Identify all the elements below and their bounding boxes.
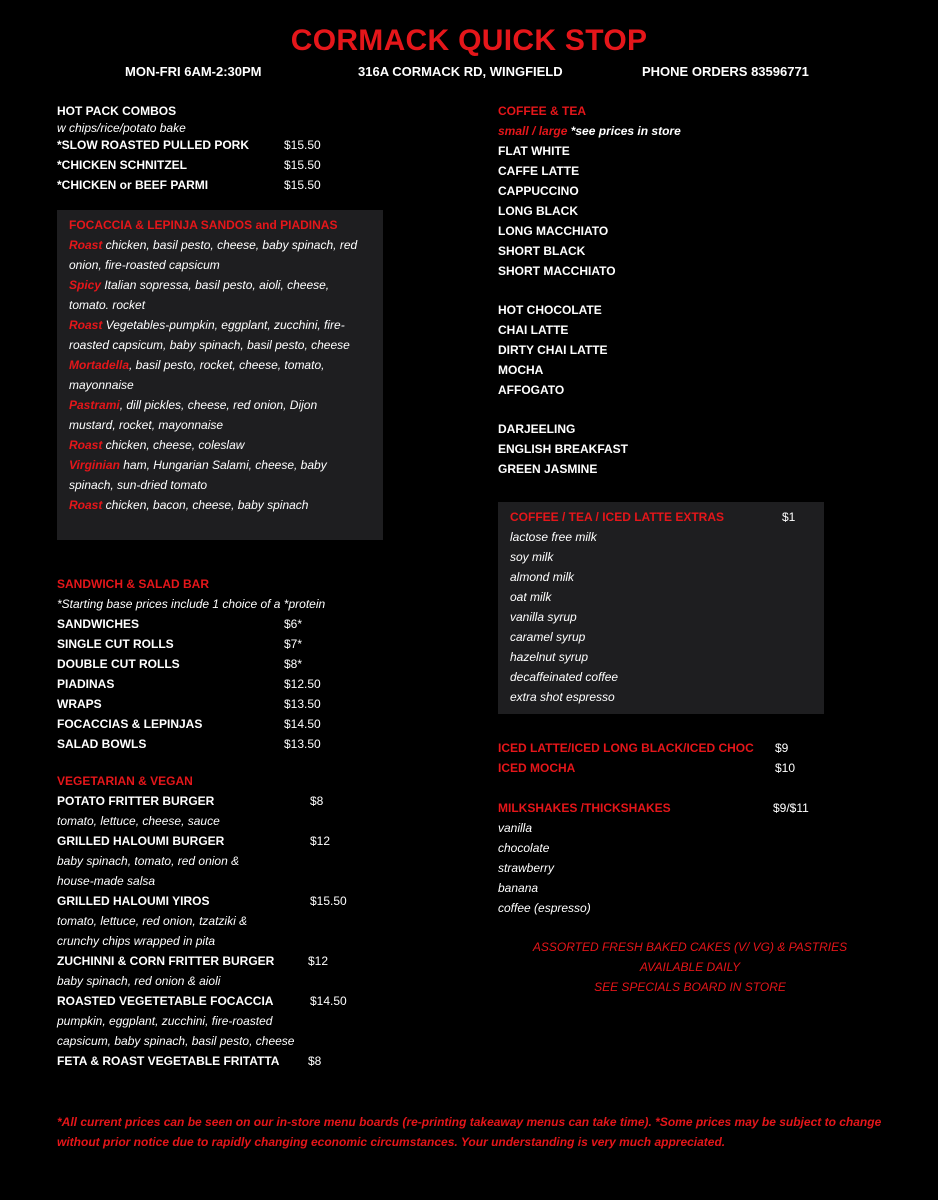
focaccia-highlight: Mortadella [69,358,130,372]
veg-item-name: ROASTED VEGETETABLE FOCACCIA [57,994,274,1008]
cakes-note: SEE SPECIALS BOARD IN STORE [594,980,786,994]
veg-item-name: FETA & ROAST VEGETABLE FRITATTA [57,1054,280,1068]
extras-item: oat milk [510,590,552,604]
focaccia-description-line [69,275,329,295]
focaccia-text: spinach, sun-dried tomato [69,478,208,492]
extras-price: $1 [782,510,796,524]
coffee-item: SHORT MACCHIATO [498,264,616,278]
veg-item-description: baby spinach, tomato, red onion & [57,854,240,868]
coffee-item: FLAT WHITE [498,144,570,158]
focaccia-description-line [69,395,317,415]
sandwich-item-price: $13.50 [284,697,321,711]
tea-item: GREEN JASMINE [498,462,598,476]
hot-drink-item: MOCHA [498,363,544,377]
sandwich-item-name: WRAPS [57,697,102,711]
extras-item: decaffeinated coffee [510,670,619,684]
opening-hours: MON-FRI 6AM-2:30PM [125,64,262,79]
focaccia-text: chicken, cheese, coleslaw [102,438,245,452]
hot-pack-item-name: *CHICKEN SCHNITZEL [57,158,188,172]
page-title: CORMACK QUICK STOP [290,24,648,57]
veg-item-description: tomato, lettuce, cheese, sauce [57,814,220,828]
extras-item: extra shot espresso [510,690,615,704]
phone-orders: PHONE ORDERS 83596771 [642,64,809,79]
extras-item: caramel syrup [510,630,586,644]
extras-item: hazelnut syrup [510,650,589,664]
sandwich-item-price: $13.50 [284,737,321,751]
veg-item-description: pumpkin, eggplant, zucchini, fire-roasted [57,1014,273,1028]
tea-item: DARJEELING [498,422,576,436]
veg-item-description: house-made salsa [57,874,156,888]
veg-item-price: $12 [308,954,329,968]
milkshake-flavour: vanilla [498,821,533,835]
hot-pack-heading: HOT PACK COMBOS [57,104,177,118]
veg-item-price: $14.50 [310,994,347,1008]
price-note: *see prices in store [567,124,681,138]
hot-pack-subtitle: w chips/rice/potato bake [57,121,186,135]
sandwich-item-name: DOUBLE CUT ROLLS [57,657,180,671]
focaccia-heading: FOCACCIA & LEPINJA SANDOS and PIADINAS [69,218,338,232]
veg-item-price: $8 [310,794,324,808]
veg-item-name: POTATO FRITTER BURGER [57,794,215,808]
sandwich-item-name: SALAD BOWLS [57,737,147,751]
tea-item: ENGLISH BREAKFAST [498,442,629,456]
veg-item-name: ZUCHINNI & CORN FRITTER BURGER [57,954,275,968]
sandwich-heading: SANDWICH & SALAD BAR [57,577,209,591]
iced-drink-price: $9 [775,741,789,755]
focaccia-text: Italian sopressa, basil pesto, aioli, cheese, [101,278,330,292]
coffee-item: LONG MACCHIATO [498,224,609,238]
vegetarian-heading: VEGETARIAN & VEGAN [57,774,193,788]
focaccia-description-line [69,255,220,275]
sandwich-item-name: SINGLE CUT ROLLS [57,637,174,651]
milkshake-flavour: coffee (espresso) [498,901,591,915]
coffee-item: SHORT BLACK [498,244,586,258]
sandwich-item-price: $14.50 [284,717,321,731]
hot-drink-item: CHAI LATTE [498,323,569,337]
hot-drink-item: DIRTY CHAI LATTE [498,343,608,357]
hot-pack-item-name: *SLOW ROASTED PULLED PORK [57,138,250,152]
price-disclaimer: *All current prices can be seen on our in-store menu boards (re-printing takeaway menus can take time). *Some prices may be subject to change without prior notice due to rapidly changing economic circumstances. Your understanding is very much appreciated. [57,1115,882,1149]
extras-item: vanilla syrup [510,610,577,624]
focaccia-highlight: Virginian [69,458,120,472]
veg-item-price: $12 [310,834,331,848]
focaccia-highlight: Spicy [69,278,102,292]
veg-item-price: $8 [308,1054,322,1068]
iced-drink-price: $10 [775,761,796,775]
sandwich-item-price: $7* [284,637,303,651]
focaccia-text: chicken, bacon, cheese, baby spinach [102,498,309,512]
sandwich-item-name: PIADINAS [57,677,115,691]
size-options: small / large [498,124,568,138]
sandwich-item-price: $6* [284,617,303,631]
extras-item: soy milk [510,550,554,564]
sandwich-item-price: $12.50 [284,677,321,691]
focaccia-highlight: Roast [69,318,103,332]
milkshake-flavour: strawberry [498,861,555,875]
focaccia-text: onion, fire-roasted capsicum [69,258,220,272]
veg-item-name: GRILLED HALOUMI YIROS [57,894,210,908]
extras-item: lactose free milk [510,530,597,544]
veg-item-price: $15.50 [310,894,347,908]
coffee-heading: COFFEE & TEA [498,104,587,118]
focaccia-text: , dill pickles, cheese, red onion, Dijon [119,398,318,412]
focaccia-text: mustard, rocket, mayonnaise [69,418,224,432]
coffee-item: LONG BLACK [498,204,578,218]
focaccia-description-line [69,235,357,255]
hot-pack-item-name: *CHICKEN or BEEF PARMI [57,178,209,192]
veg-item-description: capsicum, baby spinach, basil pesto, cheese [57,1034,295,1048]
veg-item-name: GRILLED HALOUMI BURGER [57,834,225,848]
hot-pack-item-price: $15.50 [284,158,321,172]
focaccia-description-line [69,435,244,455]
hot-pack-item-price: $15.50 [284,138,321,152]
iced-drink-name: ICED LATTE/ICED LONG BLACK/ICED CHOC [498,741,754,755]
sandwich-item-price: $8* [284,657,303,671]
focaccia-description-line [69,375,134,395]
coffee-size-note [498,121,681,141]
cakes-note: ASSORTED FRESH BAKED CAKES (V/ VG) & PASTRIES [532,940,848,954]
focaccia-text: , basil pesto, rocket, cheese, tomato, [129,358,325,372]
hot-drink-item: HOT CHOCOLATE [498,303,602,317]
sandwich-item-name: SANDWICHES [57,617,140,631]
sandwich-item-name: FOCACCIAS & LEPINJAS [57,717,203,731]
focaccia-description-line [69,315,345,335]
focaccia-description-line [69,415,223,435]
extras-item: almond milk [510,570,575,584]
focaccia-description-line [69,355,324,375]
sandwich-subtitle: *Starting base prices include 1 choice of a *protein [57,597,326,611]
hot-pack-item-price: $15.50 [284,178,321,192]
cakes-note: AVAILABLE DAILY [639,960,741,974]
extras-heading: COFFEE / TEA / ICED LATTE EXTRAS [510,510,725,524]
focaccia-description-line [69,455,327,475]
focaccia-description-line [69,495,308,515]
coffee-item: CAFFE LATTE [498,164,580,178]
focaccia-description-line [69,335,350,355]
focaccia-description-line [69,295,145,315]
milkshakes-heading: MILKSHAKES /THICKSHAKES [498,801,671,815]
coffee-item: CAPPUCCINO [498,184,579,198]
focaccia-text: ham, Hungarian Salami, cheese, baby [119,458,327,472]
milkshake-flavour: banana [498,881,539,895]
focaccia-text: Vegetables-pumpkin, eggplant, zucchini, fire- [102,318,345,332]
focaccia-highlight: Roast [69,498,103,512]
hot-drink-item: AFFOGATO [498,383,565,397]
milkshake-flavour: chocolate [498,841,550,855]
focaccia-highlight: Roast [69,238,103,252]
address: 316A CORMACK RD, WINGFIELD [358,64,563,79]
veg-item-description: tomato, lettuce, red onion, tzatziki & [57,914,248,928]
milkshakes-price: $9/$11 [773,801,809,815]
veg-item-description: crunchy chips wrapped in pita [57,934,216,948]
focaccia-highlight: Roast [69,438,103,452]
veg-item-description: baby spinach, red onion & aioli [57,974,221,988]
focaccia-text: chicken, basil pesto, cheese, baby spinach, red [102,238,358,252]
iced-drink-name: ICED MOCHA [498,761,576,775]
focaccia-highlight: Pastrami [69,398,120,412]
focaccia-description-line [69,475,207,495]
focaccia-text: roasted capsicum, baby spinach, basil pesto, cheese [69,338,350,352]
focaccia-text: mayonnaise [69,378,134,392]
focaccia-text: tomato. rocket [69,298,146,312]
